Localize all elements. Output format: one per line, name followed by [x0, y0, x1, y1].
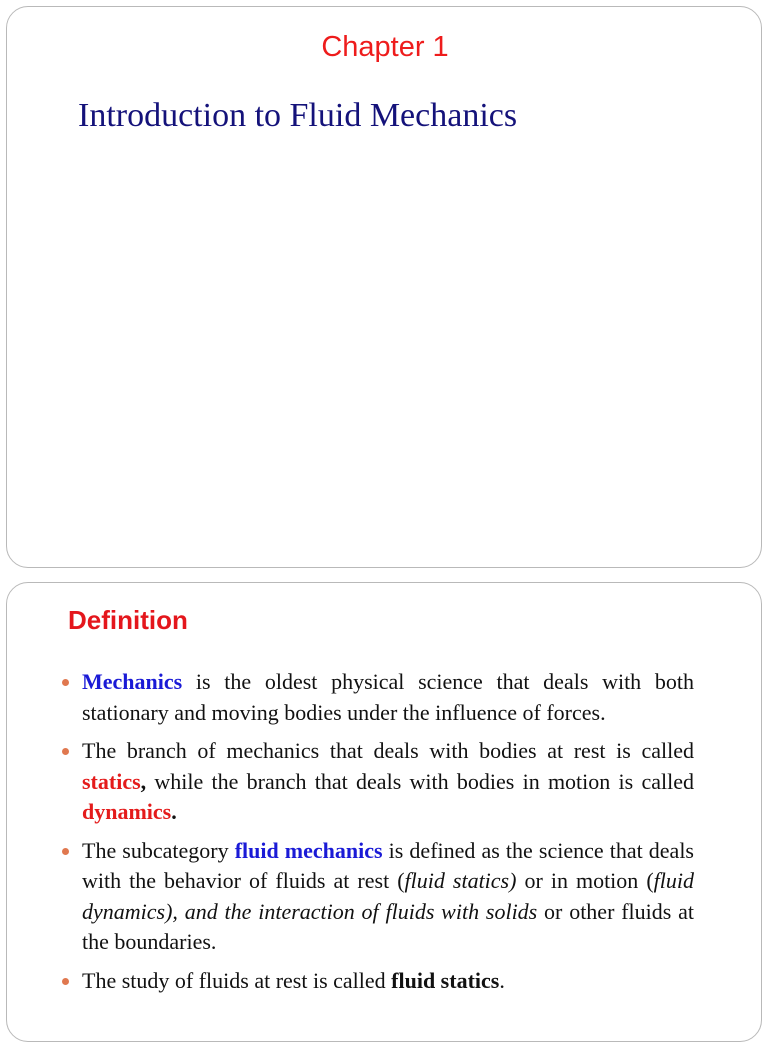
comma: , [140, 768, 147, 794]
term-statics: statics [82, 768, 141, 794]
slide-title: Introduction to Fluid Mechanics [78, 97, 518, 134]
bullet-statics-dynamics [82, 736, 694, 828]
italic-fluid-dynamics: fluid dynamics), and the interaction of fluids with solids [82, 868, 694, 924]
bullet-dot-icon [62, 978, 69, 985]
bullet-dot-icon [62, 679, 69, 686]
bullet-text: is defined as the science that deals with the behavior of fluids at rest ( [82, 837, 694, 893]
italic-fluid-statics: fluid statics) [404, 868, 517, 893]
title-slide [6, 6, 762, 568]
bullet-text: or in motion ( [516, 868, 654, 893]
definition-slide [6, 582, 762, 1042]
term-dynamics: dynamics [82, 799, 172, 824]
term-fluid-mechanics: fluid mechanics [234, 837, 383, 863]
period: . [171, 799, 177, 824]
bullet-mechanics [82, 667, 694, 728]
bullet-dot-icon [62, 848, 69, 855]
definition-heading: Definition [68, 605, 188, 635]
bullet-fluid-mechanics [82, 836, 694, 958]
bullet-fluid-statics [82, 966, 694, 997]
bullet-text: while the branch that deals with bodies in motion is called [146, 768, 694, 794]
bullet-dot-icon [62, 748, 69, 755]
bullet-text: is the oldest physical science that deals with both stationary and moving bodies under the influence of forces. [82, 669, 694, 725]
bullet-text: . [499, 967, 505, 993]
chapter-label: Chapter 1 [321, 31, 449, 63]
term-fluid-statics: fluid statics [391, 967, 500, 993]
bullet-text: or other fluids at the boundaries. [82, 898, 694, 954]
bullet-list [7, 667, 762, 1004]
bullet-text: The subcategory [82, 837, 235, 863]
bullet-text: The branch of mechanics that deals with bodies at rest is called [82, 738, 694, 763]
bullet-text: The study of fluids at rest is called [82, 967, 392, 993]
term-mechanics: Mechanics [82, 669, 183, 694]
